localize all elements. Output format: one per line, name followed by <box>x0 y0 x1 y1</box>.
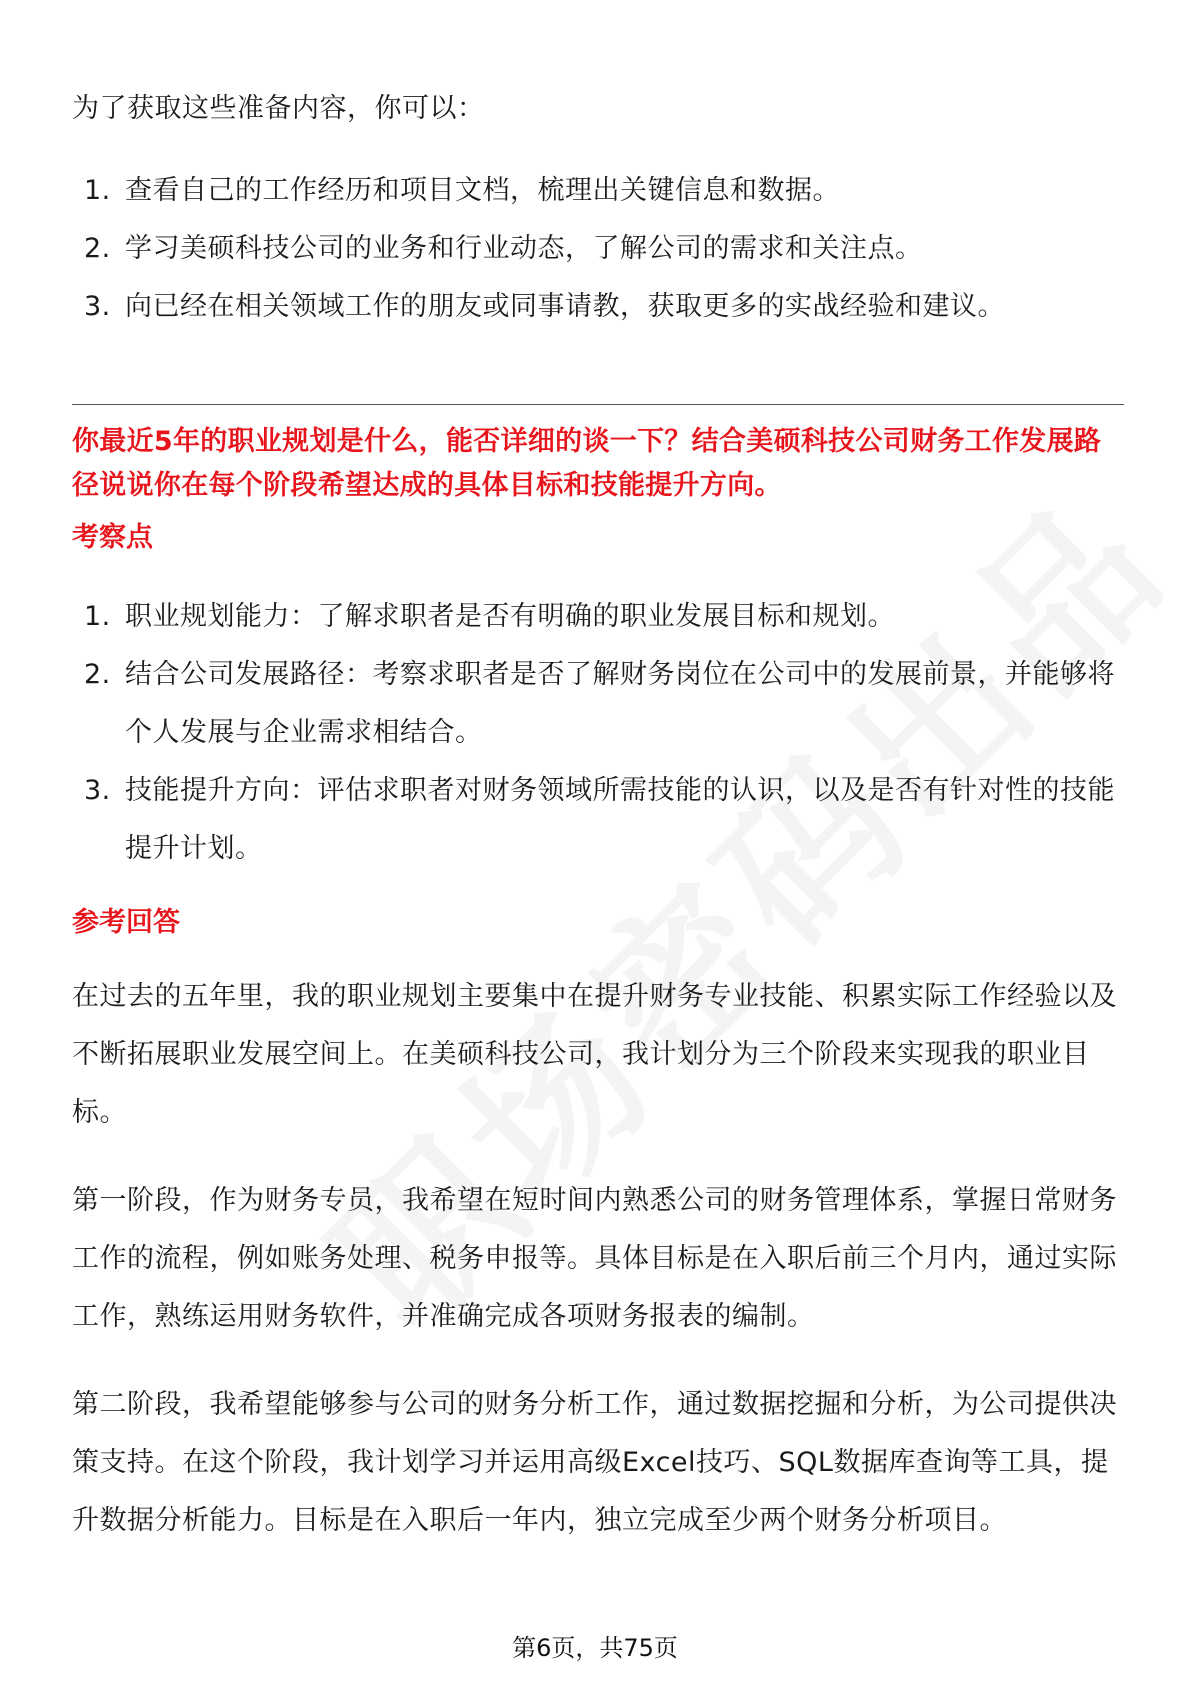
divider <box>72 404 1124 405</box>
list-item: 2. 结合公司发展路径：考察求职者是否了解财务岗位在公司中的发展前景，并能够将个人发展与企业需求相结合。 <box>84 659 1115 748</box>
answer-title: 参考回答 <box>72 907 180 938</box>
list-item: 1. 查看自己的工作经历和项目文档，梳理出关键信息和数据。 <box>84 175 840 206</box>
list-item: 2. 学习美硕科技公司的业务和行业动态，了解公司的需求和关注点。 <box>84 233 923 264</box>
page-number: 第6页，共75页 <box>512 1634 678 1662</box>
answer-paragraph: 在过去的五年里，我的职业规划主要集中在提升财务专业技能、积累实际工作经验以及不断拓展职业发展空间上。在美硕科技公司，我计划分为三个阶段来实现我的职业目标。 <box>72 981 1117 1128</box>
list-item: 1. 职业规划能力：了解求职者是否有明确的职业发展目标和规划。 <box>84 601 895 632</box>
intro-text: 为了获取这些准备内容，你可以： <box>72 93 485 124</box>
prep-list <box>72 162 1122 336</box>
answer-paragraph: 第一阶段，作为财务专员，我希望在短时间内熟悉公司的财务管理体系，掌握日常财务工作的流程，例如账务处理、税务申报等。具体目标是在入职后前三个月内，通过实际工作，熟练运用财务软件，并准确完成各项财务报表的编制。 <box>72 1185 1117 1332</box>
answer-paragraph: 第二阶段，我希望能够参与公司的财务分析工作，通过数据挖掘和分析，为公司提供决策支持。在这个阶段，我计划学习并运用高级Excel技巧、SQL数据库查询等工具，提升数据分析能力。目标是在入职后一年内，独立完成至少两个财务分析项目。 <box>72 1389 1117 1536</box>
focus-title: 考察点 <box>72 522 153 553</box>
focus-list <box>72 588 1122 878</box>
list-item: 3. 技能提升方向：评估求职者对财务领域所需技能的认识，以及是否有针对性的技能提升计划。 <box>84 775 1115 864</box>
question-heading: 你最近5年的职业规划是什么，能否详细的谈一下？结合美硕科技公司财务工作发展路径说说你在每个阶段希望达成的具体目标和技能提升方向。 <box>72 426 1102 501</box>
list-item: 3. 向已经在相关领域工作的朋友或同事请教，获取更多的实战经验和建议。 <box>84 291 1005 322</box>
